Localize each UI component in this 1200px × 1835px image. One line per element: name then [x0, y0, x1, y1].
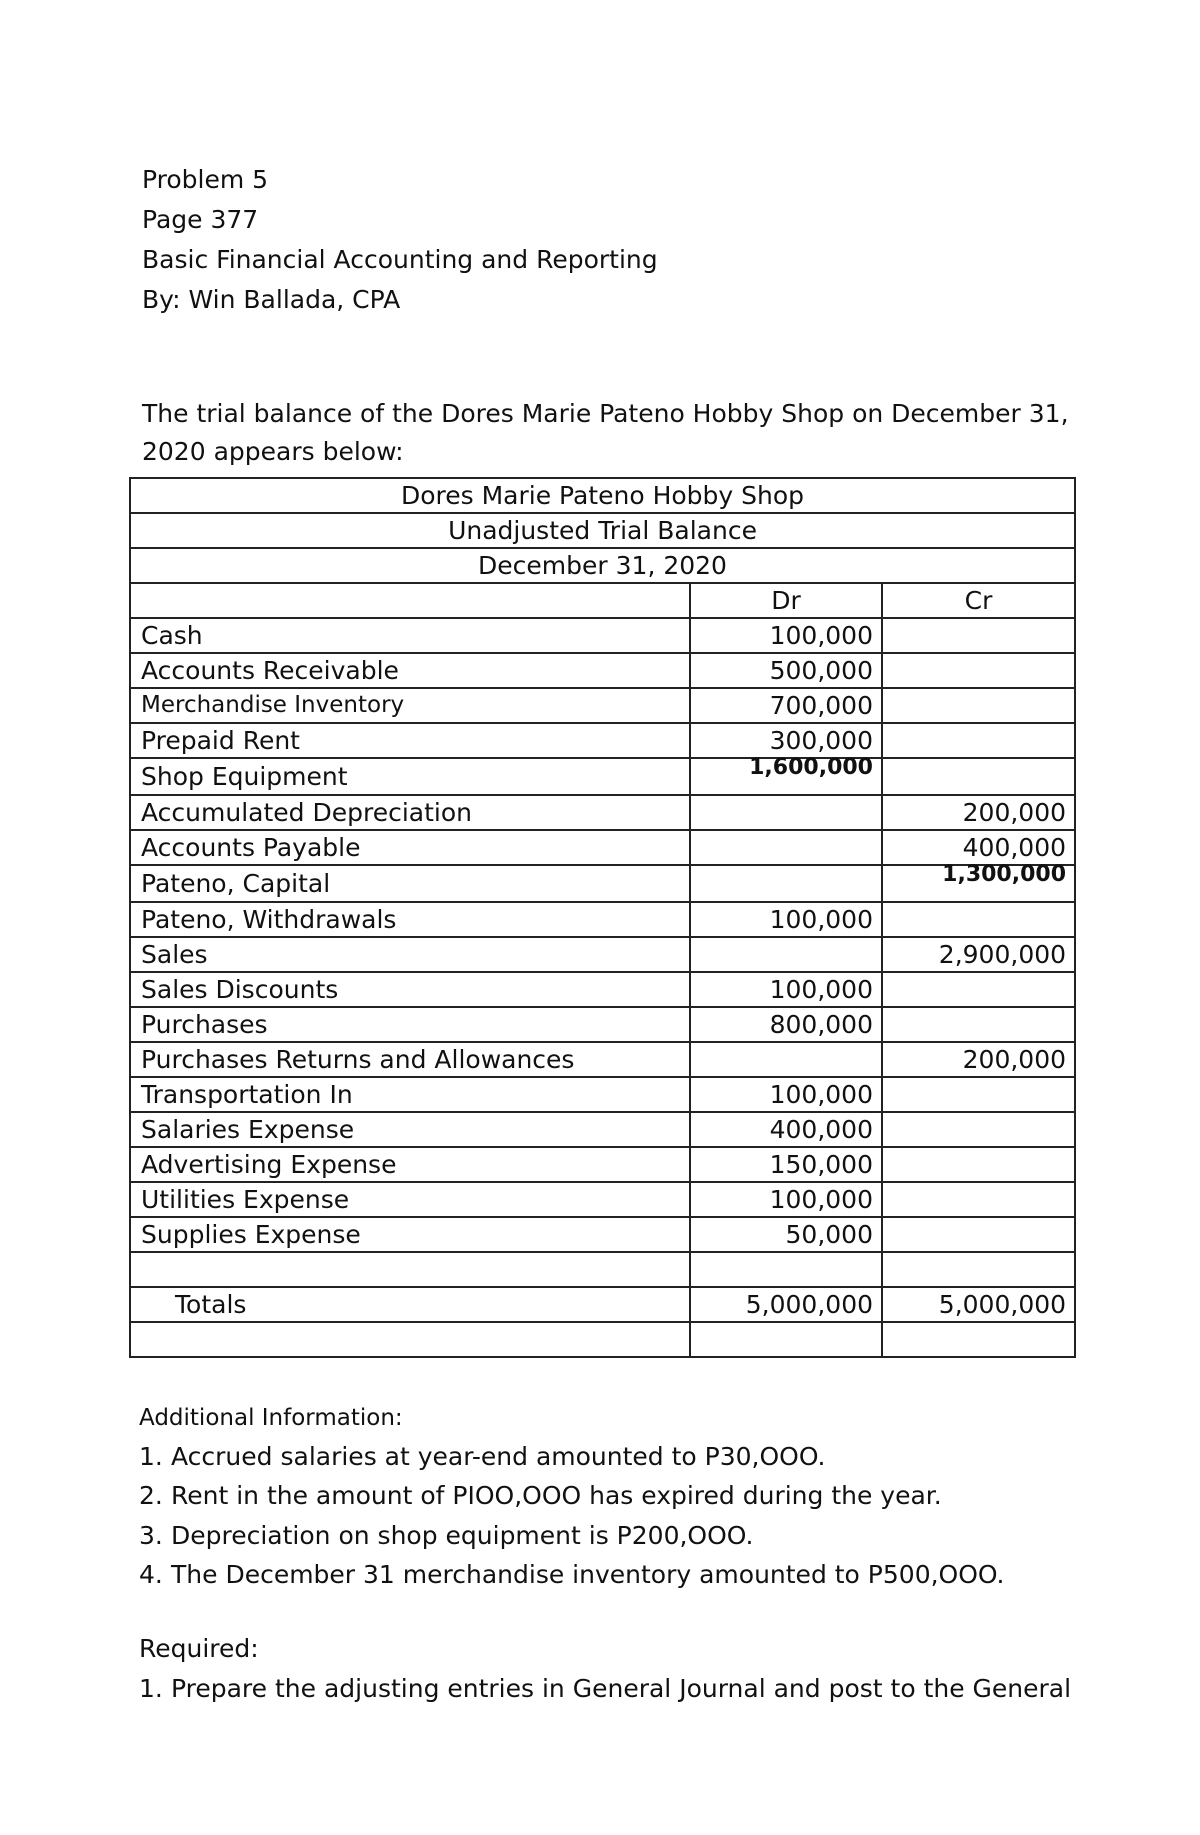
page-number: Page 377 [142, 205, 259, 234]
dr-amount [690, 830, 882, 865]
table-row [130, 1042, 1075, 1077]
blank-cell [690, 1322, 882, 1357]
table-header-date-row [130, 548, 1075, 583]
dr-amount: 500,000 [690, 653, 882, 688]
total-dr: 5,000,000 [690, 1287, 882, 1322]
account-name: Supplies Expense [130, 1217, 690, 1252]
table-row [130, 1182, 1075, 1217]
table-row [130, 902, 1075, 937]
account-name: Pateno, Withdrawals [130, 902, 690, 937]
cr-amount [882, 902, 1075, 937]
table-row [130, 1112, 1075, 1147]
cr-amount: 400,000 [882, 830, 1075, 865]
dr-amount: 50,000 [690, 1217, 882, 1252]
column-header-row [130, 583, 1075, 618]
blank-cell [130, 1322, 690, 1357]
table-row [130, 795, 1075, 830]
blank-cell [882, 1252, 1075, 1287]
table-row [130, 653, 1075, 688]
account-name: Transportation In [130, 1077, 690, 1112]
item-text: The December 31 merchandise inventory amounted to P500,OOO. [171, 1560, 1005, 1589]
list-item [139, 1442, 825, 1472]
table-header-company-row [130, 478, 1075, 513]
blank-cell [882, 1322, 1075, 1357]
cr-amount [882, 758, 1075, 795]
account-name: Cash [130, 618, 690, 653]
cr-amount [882, 1112, 1075, 1147]
dr-amount: 100,000 [690, 618, 882, 653]
dr-amount [690, 865, 882, 902]
cr-amount [882, 618, 1075, 653]
list-item [139, 1481, 942, 1511]
item-text: Prepare the adjusting entries in General Journal and post to the General [171, 1674, 1072, 1703]
table-row [130, 723, 1075, 758]
cr-amount [882, 688, 1075, 723]
table-row [130, 937, 1075, 972]
blank-row [130, 1252, 1075, 1287]
author: By: Win Ballada, CPA [142, 285, 401, 314]
item-number: 1. [139, 1442, 163, 1471]
cr-amount [882, 723, 1075, 758]
table-header-title-row [130, 513, 1075, 548]
account-column-header [130, 583, 690, 618]
intro-line-2: 2020 appears below: [142, 437, 404, 466]
trial-balance-table [129, 477, 1076, 1358]
cr-amount-cell [882, 862, 1075, 902]
dr-amount [690, 795, 882, 830]
total-cr: 5,000,000 [882, 1287, 1075, 1322]
table-row [130, 618, 1075, 653]
table-row [130, 1217, 1075, 1252]
cr-amount [882, 1182, 1075, 1217]
required-heading: Required: [139, 1634, 259, 1663]
list-item [139, 1521, 753, 1551]
item-number: 2. [139, 1481, 163, 1510]
table-row [130, 1007, 1075, 1042]
dr-amount: 800,000 [690, 1007, 882, 1042]
account-name: Salaries Expense [130, 1112, 690, 1147]
cr-amount [882, 653, 1075, 688]
item-number: 3. [139, 1521, 163, 1550]
cr-amount: 1,300,000 [942, 862, 1067, 887]
dr-amount: 1,600,000 [749, 755, 873, 780]
additional-info-heading: Additional Information: [139, 1405, 403, 1431]
account-name: Advertising Expense [130, 1147, 690, 1182]
account-name: Purchases [130, 1007, 690, 1042]
dr-amount-cell [690, 755, 882, 795]
cr-amount: 2,900,000 [882, 937, 1075, 972]
dr-amount: 150,000 [690, 1147, 882, 1182]
cr-amount [882, 1077, 1075, 1112]
dr-amount: 100,000 [690, 972, 882, 1007]
blank-cell [130, 1252, 690, 1287]
table-row [130, 972, 1075, 1007]
cr-amount [882, 1147, 1075, 1182]
dr-amount: 100,000 [690, 1182, 882, 1217]
cr-amount [882, 1217, 1075, 1252]
company-name: Dores Marie Pateno Hobby Shop [130, 478, 1075, 513]
list-item [139, 1560, 1005, 1590]
account-name: Accounts Payable [130, 830, 690, 865]
item-text: Rent in the amount of PIOO,OOO has expired during the year. [171, 1481, 942, 1510]
blank-row [130, 1322, 1075, 1357]
trial-balance-title: Unadjusted Trial Balance [130, 513, 1075, 548]
trial-balance-date: December 31, 2020 [130, 548, 1075, 583]
table-row [130, 758, 1075, 795]
list-item [139, 1674, 1071, 1704]
cr-amount [882, 972, 1075, 1007]
account-name: Sales [130, 937, 690, 972]
totals-label: Totals [130, 1287, 690, 1322]
table-row [130, 1147, 1075, 1182]
cr-amount: 200,000 [882, 795, 1075, 830]
dr-amount: 400,000 [690, 1112, 882, 1147]
account-name: Purchases Returns and Allowances [130, 1042, 690, 1077]
intro-line-1: The trial balance of the Dores Marie Pateno Hobby Shop on December 31, [142, 399, 1069, 428]
item-number: 1. [139, 1674, 163, 1703]
item-text: Accrued salaries at year-end amounted to P30,OOO. [171, 1442, 826, 1471]
dr-column-header: Dr [690, 583, 882, 618]
account-name: Merchandise Inventory [130, 688, 690, 723]
account-name: Shop Equipment [130, 758, 690, 795]
account-name: Accumulated Depreciation [130, 795, 690, 830]
account-name: Pateno, Capital [130, 865, 690, 902]
item-text: Depreciation on shop equipment is P200,OOO. [171, 1521, 754, 1550]
account-name: Accounts Receivable [130, 653, 690, 688]
table-row [130, 688, 1075, 723]
totals-row [130, 1287, 1075, 1322]
table-row [130, 1077, 1075, 1112]
cr-amount [882, 1007, 1075, 1042]
cr-column-header: Cr [882, 583, 1075, 618]
dr-amount [690, 1042, 882, 1077]
dr-amount: 700,000 [690, 688, 882, 723]
table-row [130, 830, 1075, 865]
table-row [130, 865, 1075, 902]
book-title: Basic Financial Accounting and Reporting [142, 245, 658, 274]
blank-cell [690, 1252, 882, 1287]
account-name: Sales Discounts [130, 972, 690, 1007]
account-name: Utilities Expense [130, 1182, 690, 1217]
dr-amount: 100,000 [690, 902, 882, 937]
problem-number: Problem 5 [142, 165, 269, 194]
dr-amount: 100,000 [690, 1077, 882, 1112]
dr-amount [690, 937, 882, 972]
account-name: Prepaid Rent [130, 723, 690, 758]
cr-amount: 200,000 [882, 1042, 1075, 1077]
dr-amount: 300,000 [690, 723, 882, 758]
item-number: 4. [139, 1560, 163, 1589]
